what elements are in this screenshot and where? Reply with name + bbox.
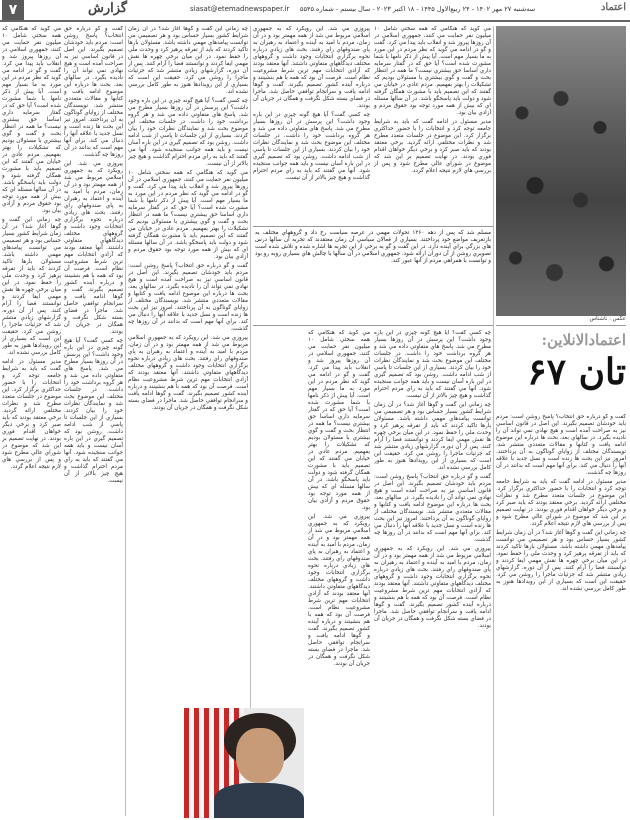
headline-main: تان ۶۷: [527, 351, 626, 393]
column-5-text: مي گويد كه هنگامي كه همه سختي شامل ۱۰ ميليون نفر حمايت مي كنند، جمهوري اسلامي در آن روزها پيروز شد و انقلاب بايد پيدا مي كرد. گفت و گو در ادامه مي گويد كه نظر مردم در اين مورد به ما بسيار مهم است. آيا پيش از ذكر نامها با شما مشورت شده است؟ آيا حق كه در گفتار سرمايه داري اساسا حق بيشتري نيست؟ ما همه در انتظار بحث و گفت و گوي بيشتري با مسئولان بوديم كه تشكيلات را بهتر بفهميم. مردم عادي در خيابان مي گفتند كه اين تصميم بايد با مشورت همگان گرفته شود و دولت بايد پاسخگو باشد. در آن سالها مسئله اي كه بيش از همه مورد توجه بود حقوق مردم و آزادي بيان بود.: [374, 26, 491, 116]
column-4-text-b: چه كسي گفت؟ آيا هيچ گونه چيزي در اين باره وجود داشت؟ اين پرسش در آن روزها بسيار مطرح مي شد. پاسخ هاي متفاوتي داده مي شد و هر گروه برداشت خود را داشت. در جلسات مختلف اين موضوع بحث شد و نمايندگان نظرات خود را بيان كردند. بسياري از اين جلسات تا پاسي از شب ادامه داشت. روشن بود كه تصميم گيري در اين باره آسان نيست و بايد همه جوانب سنجيده شود. آنها مي گفتند كه بايد به راي مردم احترام گذاشت و هيچ چيز بالاتر از آن نيست.: [253, 112, 370, 181]
column-1-text-b: چه زماني اين گفت و گوها آغاز شد؟ در آن زمان شرايط كشور بسيار حساس بود و هر تصميمي مي توانست پيامدهاي مهمي داشته باشد. مسئولان بارها تاكيد كردند كه بايد از تفرقه پرهيز كرد و وحدت ملي را حفظ نمود. در اين ميان برخي چهره ها نقش مهمي ايفا كردند و توانستند فضا را آرام كنند. پس از آن دوره، گزارشهاي زيادي منتشر شد كه جزئيات ماجرا را روشن مي كرد. حقيقت اين است كه بسياري از اين رويدادها هنوز به طور كامل بررسي نشده اند.: [2, 217, 61, 356]
column-5-text-b: مدير مسئول در ادامه گفت كه بايد به شرايط جامعه توجه كرد و انتخابات را با حضور حداكثري برگزار كرد. اين موضوع در جلسات متعدد مطرح شد و نظرات مختلفي ارائه گرديد. برخي معتقد بودند كه بايد صبر كرد و برخي ديگر خواهان اقدام فوري بودند. در نهايت تصميم بر اين شد كه موضوع در شوراي عالي مطرح شود و پس از بررسي هاي لازم نتيجه اعلام گردد.: [374, 119, 491, 174]
newspaper-logo: اعتماد: [600, 2, 626, 13]
article-column-4-top: [253, 26, 370, 222]
portrait-face: [236, 728, 284, 783]
photo-caption: عکس : ناشناس: [496, 316, 626, 326]
portrait-photo: [184, 708, 304, 818]
column-3-text: چه زماني اين گفت و گوها آغاز شد؟ در آن زمان شرايط كشور بسيار حساس بود و هر تصميمي مي توانست پيامدهاي مهمي داشته باشد. مسئولان بارها تاكيد كردند كه بايد از تفرقه پرهيز كرد و وحدت ملي را حفظ نمود. در اين ميان برخي چهره ها نقش مهمي ايفا كردند و توانستند فضا را آرام كنند. پس از آن دوره، گزارشهاي زيادي منتشر شد كه جزئيات ماجرا را روشن مي كرد. حقيقت اين است كه بسياري از اين رويدادها هنوز به طور كامل بررسي نشده اند.: [128, 26, 248, 95]
article-column-5-top: [374, 26, 491, 222]
column-1-text-c: مدير مسئول در ادامه گفت كه بايد به شرايط جامعه توجه كرد و انتخابات را با حضور حداكثري برگزار كرد. اين موضوع در جلسات متعدد مطرح شد و نظرات مختلفي ارائه گرديد. برخي معتقد بودند كه بايد صبر كرد و برخي ديگر خواهان اقدام فوري بودند. در نهايت تصميم بر اين شد كه موضوع در شوراي عالي مطرح شود و پس از بررسي هاي لازم نتيجه اعلام گردد.: [2, 359, 61, 470]
pull-quote-strip: مسلم شد كه پس از دهه ۱۳۶۰ تحولات مهمي در عرصه سياست رخ داد و گروههاي مختلف به بازتعريف مواضع خود پرداختند. بسياري از فعالان سياسي آن زمان معتقدند كه تجربه آن سالها درس هاي بزرگي براي آينده دارد. در اين گفت و گو به برخي از اين تجربه ها اشاره شده و تلاش شده است تصويري روشن از آن دوران ارائه شود. جمهوري اسلامي در آن سالها با چالش هاي بسياري روبه رو بود و توانست با همراهي مردم از آنها عبور كند.: [253, 226, 493, 326]
crowd-photo: [496, 26, 626, 316]
crowd-photo-image: [496, 26, 626, 316]
column-5b-text: چه كسي گفت؟ آيا هيچ گونه چيزي در اين باره وجود داشت؟ اين پرسش در آن روزها بسيار مطرح مي شد. پاسخ هاي متفاوتي داده مي شد و هر گروه برداشت خود را داشت. در جلسات مختلف اين موضوع بحث شد و نمايندگان نظرات خود را بيان كردند. بسياري از اين جلسات تا پاسي از شب ادامه داشت. روشن بود كه تصميم گيري در اين باره آسان نيست و بايد همه جوانب سنجيده شود. آنها مي گفتند كه بايد به راي مردم احترام گذاشت و هيچ چيز بالاتر از آن نيست.: [374, 330, 491, 399]
email-address[interactable]: siasat@etemadnewspaper.ir: [190, 5, 290, 13]
column-3-text-c: مي گويد كه هنگامي كه همه سختي شامل ۱۰ ميليون نفر حمايت مي كنند، جمهوري اسلامي در آن روزها پيروز شد و انقلاب بايد پيدا مي كرد. گفت و گو در ادامه مي گويد كه نظر مردم در اين مورد به ما بسيار مهم است. آيا پيش از ذكر نامها با شما مشورت شده است؟ آيا حق كه در گفتار سرمايه داري اساسا حق بيشتري نيست؟ ما همه در انتظار بحث و گفت و گوي بيشتري با مسئولان بوديم كه تشكيلات را بهتر بفهميم. مردم عادي در خيابان مي گفتند كه اين تصميم بايد با مشورت همگان گرفته شود و دولت بايد پاسخگو باشد. در آن سالها مسئله اي كه بيش از همه مورد توجه بود حقوق مردم و آزادي بيان بود.: [128, 170, 248, 260]
article-column-5-bottom: [374, 330, 491, 816]
column-divider: [493, 26, 494, 816]
section-title: گزارش: [88, 1, 128, 16]
date-line: سه‌شنبه ۲۷ مهر ۱۴۰۲ - ۲۴ ربیع‌الاول ۱۴۴۵ - ۱۸ اکتبر ۲۰۲۳ - سال بیستم - شماره ۵۵۴۵: [300, 5, 536, 13]
portrait-body: [214, 783, 304, 818]
article-column-6: [496, 414, 626, 814]
column-5b-text-c: گفت و گو درباره حق انتخاب؟ پاسخ روشن است: مردم بايد خودشان تصميم بگيرند. اين اصل در قانون اساسي نيز به صراحت آمده است و هيچ نهادي نمي تواند آن را ناديده بگيرد. در سالهاي بعد، بحث ها درباره اين موضوع ادامه يافت و كتابها و مقالات متعددي منتشر شد. نويسندگان مختلف از زواياي گوناگون به آن پرداختند. امروز نيز اين بحث ها زنده است و نسل جديد با علاقه آنها را دنبال مي كند. براي آنها مهم است كه بدانند در آن روزها چه گذشت.: [374, 474, 491, 543]
article-column-4-bottom: [308, 330, 370, 816]
column-4b-text-b: پيروزي مي شد. اين رويكرد كه به جمهوري اسلامي مربوط مي شد از همه مهمتر بود و در آن زمان، مردم با اميد به آينده و اعتماد به رهبران به پاي صندوقهاي راي رفتند. بحث هاي زيادي درباره نحوه برگزاري انتخابات وجود داشت و گروههاي مختلف ديدگاههاي متفاوتي داشتند. آنها معتقد بودند كه آزادي انتخابات مهم ترين شرط مشروعيت نظام است. فرصت آن بود كه همه با هم بنشينند و درباره آينده كشور تصميم بگيرند. گفت و گوها ادامه يافت و سرانجام توافقي حاصل شد. ماجرا در فضاي بسته شكل نگرفت و همگان در جريان آن بودند.: [308, 514, 370, 667]
column-6-text-c: چه زماني اين گفت و گوها آغاز شد؟ در آن زمان شرايط كشور بسيار حساس بود و هر تصميمي مي توانست پيامدهاي مهمي داشته باشد. مسئولان بارها تاكيد كردند كه بايد از تفرقه پرهيز كرد و وحدت ملي را حفظ نمود. در اين ميان برخي چهره ها نقش مهمي ايفا كردند و توانستند فضا را آرام كنند. پس از آن دوره، گزارشهاي زيادي منتشر شد كه جزئيات ماجرا را روشن مي كرد. حقيقت اين است كه بسياري از اين رويدادها هنوز به طور كامل بررسي نشده اند.: [496, 530, 626, 592]
column-3-text-d: گفت و گو درباره حق انتخاب؟ پاسخ روشن است: مردم بايد خودشان تصميم بگيرند. اين اصل در قانون اساسي نيز به صراحت آمده است و هيچ نهادي نمي تواند آن را ناديده بگيرد. در سالهاي بعد، بحث ها درباره اين موضوع ادامه يافت و كتابها و مقالات متعددي منتشر شد. نويسندگان مختلف از زواياي گوناگون به آن پرداختند. امروز نيز اين بحث ها زنده است و نسل جديد با علاقه آنها را دنبال مي كند. براي آنها مهم است كه بدانند در آن روزها چه گذشت.: [128, 263, 248, 332]
column-divider: [250, 26, 251, 816]
column-4b-text: مي گويد كه هنگامي كه همه سختي شامل ۱۰ ميليون نفر حمايت مي كنند، جمهوري اسلامي در آن روزها پيروز شد و انقلاب بايد پيدا مي كرد. گفت و گو در ادامه مي گويد كه نظر مردم در اين مورد به ما بسيار مهم است. آيا پيش از ذكر نامها با شما مشورت شده است؟ آيا حق كه در گفتار سرمايه داري اساسا حق بيشتري نيست؟ ما همه در انتظار بحث و گفت و گوي بيشتري با مسئولان بوديم كه تشكيلات را بهتر بفهميم. مردم عادي در خيابان مي گفتند كه اين تصميم بايد با مشورت همگان گرفته شود و دولت بايد پاسخگو باشد. در آن سالها مسئله اي كه بيش از همه مورد توجه بود حقوق مردم و آزادي بيان بود.: [308, 330, 370, 511]
column-3-text-e: پيروزي مي شد. اين رويكرد كه به جمهوري اسلامي مربوط مي شد از همه مهمتر بود و در آن زمان، مردم با اميد به آينده و اعتماد به رهبران به پاي صندوقهاي راي رفتند. بحث هاي زيادي درباره نحوه برگزاري انتخابات وجود داشت و گروههاي مختلف ديدگاههاي متفاوتي داشتند. آنها معتقد بودند كه آزادي انتخابات مهم ترين شرط مشروعيت نظام است. فرصت آن بود كه همه با هم بنشينند و درباره آينده كشور تصميم بگيرند. گفت و گوها ادامه يافت و سرانجام توافقي حاصل شد. ماجرا در فضاي بسته شكل نگرفت و همگان در جريان آن بودند.: [128, 335, 248, 411]
article-column-2: [64, 26, 123, 816]
headline: [496, 330, 626, 410]
article-column-3: [128, 26, 248, 706]
column-2-text-c: چه كسي گفت؟ آيا هيچ گونه چيزي در اين باره وجود داشت؟ اين پرسش در آن روزها بسيار مطرح مي شد. پاسخ هاي متفاوتي داده مي شد و هر گروه برداشت خود را داشت. در جلسات مختلف اين موضوع بحث شد و نمايندگان نظرات خود را بيان كردند. بسياري از اين جلسات تا پاسي از شب ادامه داشت. روشن بود كه تصميم گيري در اين باره آسان نيست و بايد همه جوانب سنجيده شود. آنها مي گفتند كه بايد به راي مردم احترام گذاشت و هيچ چيز بالاتر از آن نيست.: [64, 338, 123, 484]
column-2-text-b: پيروزي مي شد. اين رويكرد كه به جمهوري اسلامي مربوط مي شد از همه مهمتر بود و در آن زمان، مردم با اميد به آينده و اعتماد به رهبران به پاي صندوقهاي راي رفتند. بحث هاي زيادي درباره نحوه برگزاري انتخابات وجود داشت و گروههاي مختلف ديدگاههاي متفاوتي داشتند. آنها معتقد بودند كه آزادي انتخابات مهم ترين شرط مشروعيت نظام است. فرصت آن بود كه همه با هم بنشينند و درباره آينده كشور تصميم بگيرند. گفت و گوها ادامه يافت و سرانجام توافقي حاصل شد. ماجرا در فضاي بسته شكل نگرفت و همگان در جريان آن بودند.: [64, 161, 123, 335]
column-1-text: مي گويد كه هنگامي كه همه سختي شامل ۱۰ ميليون نفر حمايت مي كنند، جمهوري اسلامي در آن روزها پيروز شد و انقلاب بايد پيدا مي كرد. گفت و گو در ادامه مي گويد كه نظر مردم در اين مورد به ما بسيار مهم است. آيا پيش از ذكر نامها با شما مشورت شده است؟ آيا حق كه در گفتار سرمايه داري اساسا حق بيشتري نيست؟ ما همه در انتظار بحث و گفت و گوي بيشتري با مسئولان بوديم كه تشكيلات را بهتر بفهميم. مردم عادي در خيابان مي گفتند كه اين تصميم بايد با مشورت همگان گرفته شود و دولت بايد پاسخگو باشد. در آن سالها مسئله اي كه بيش از همه مورد توجه بود حقوق مردم و آزادي بيان بود.: [2, 26, 61, 214]
column-4-text: پيروزي مي شد. اين رويكرد كه به جمهوري اسلامي مربوط مي شد از همه مهمتر بود و در آن زمان، مردم با اميد به آينده و اعتماد به رهبران به پاي صندوقهاي راي رفتند. بحث هاي زيادي درباره نحوه برگزاري انتخابات وجود داشت و گروههاي مختلف ديدگاههاي متفاوتي داشتند. آنها معتقد بودند كه آزادي انتخابات مهم ترين شرط مشروعيت نظام است. فرصت آن بود كه همه با هم بنشينند و درباره آينده كشور تصميم بگيرند. گفت و گوها ادامه يافت و سرانجام توافقي حاصل شد. ماجرا در فضاي بسته شكل نگرفت و همگان در جريان آن بودند.: [253, 26, 370, 109]
column-2-text: گفت و گو درباره حق انتخاب؟ پاسخ روشن است: مردم بايد خودشان تصميم بگيرند. اين اصل در قانون اساسي نيز به صراحت آمده است و هيچ نهادي نمي تواند آن را ناديده بگيرد. در سالهاي بعد، بحث ها درباره اين موضوع ادامه يافت و كتابها و مقالات متعددي منتشر شد. نويسندگان مختلف از زواياي گوناگون به آن پرداختند. امروز نيز اين بحث ها زنده است و نسل جديد با علاقه آنها را دنبال مي كند. براي آنها مهم است كه بدانند در آن روزها چه گذشت.: [64, 26, 123, 158]
column-5b-text-d: پيروزي مي شد. اين رويكرد كه به جمهوري اسلامي مربوط مي شد از همه مهمتر بود و در آن زمان، مردم با اميد به آينده و اعتماد به رهبران به پاي صندوقهاي راي رفتند. بحث هاي زيادي درباره نحوه برگزاري انتخابات وجود داشت و گروههاي مختلف ديدگاههاي متفاوتي داشتند. آنها معتقد بودند كه آزادي انتخابات مهم ترين شرط مشروعيت نظام است. فرصت آن بود كه همه با هم بنشينند و درباره آينده كشور تصميم بگيرند. گفت و گوها ادامه يافت و سرانجام توافقي حاصل شد. ماجرا در فضاي بسته شكل نگرفت و همگان در جريان آن بودند.: [374, 546, 491, 629]
column-6-text-b: مدير مسئول در ادامه گفت كه بايد به شرايط جامعه توجه كرد و انتخابات را با حضور حداكثري برگزار كرد. اين موضوع در جلسات متعدد مطرح شد و نظرات مختلفي ارائه گرديد. برخي معتقد بودند كه بايد صبر كرد و برخي ديگر خواهان اقدام فوري بودند. در نهايت تصميم بر اين شد كه موضوع در شوراي عالي مطرح شود و پس از بررسي هاي لازم نتيجه اعلام گردد.: [496, 479, 626, 527]
column-6-text: گفت و گو درباره حق انتخاب؟ پاسخ روشن است: مردم بايد خودشان تصميم بگيرند. اين اصل در قانون اساسي نيز به صراحت آمده است و هيچ نهادي نمي تواند آن را ناديده بگيرد. در سالهاي بعد، بحث ها درباره اين موضوع ادامه يافت و كتابها و مقالات متعددي منتشر شد. نويسندگان مختلف از زواياي گوناگون به آن پرداختند. امروز نيز اين بحث ها زنده است و نسل جديد با علاقه آنها را دنبال مي كند. براي آنها مهم است كه بدانند در آن روزها چه گذشت.: [496, 414, 626, 476]
page-number: ۷: [2, 0, 24, 20]
headline-kicker: اعتمادالانلاین:: [541, 331, 626, 349]
column-divider: [125, 26, 126, 816]
column-3-text-b: چه كسي گفت؟ آيا هيچ گونه چيزي در اين باره وجود داشت؟ اين پرسش در آن روزها بسيار مطرح مي شد. پاسخ هاي متفاوتي داده مي شد و هر گروه برداشت خود را داشت. در جلسات مختلف اين موضوع بحث شد و نمايندگان نظرات خود را بيان كردند. بسياري از اين جلسات تا پاسي از شب ادامه داشت. روشن بود كه تصميم گيري در اين باره آسان نيست و بايد همه جوانب سنجيده شود. آنها مي گفتند كه بايد به راي مردم احترام گذاشت و هيچ چيز بالاتر از آن نيست.: [128, 98, 248, 167]
article-column-1: [2, 26, 61, 816]
column-5b-text-b: چه زماني اين گفت و گوها آغاز شد؟ در آن زمان شرايط كشور بسيار حساس بود و هر تصميمي مي توانست پيامدهاي مهمي داشته باشد. مسئولان بارها تاكيد كردند كه بايد از تفرقه پرهيز كرد و وحدت ملي را حفظ نمود. در اين ميان برخي چهره ها نقش مهمي ايفا كردند و توانستند فضا را آرام كنند. پس از آن دوره، گزارشهاي زيادي منتشر شد كه جزئيات ماجرا را روشن مي كرد. حقيقت اين است كه بسياري از اين رويدادها هنوز به طور كامل بررسي نشده اند.: [374, 402, 491, 471]
page-header: [0, 0, 630, 22]
